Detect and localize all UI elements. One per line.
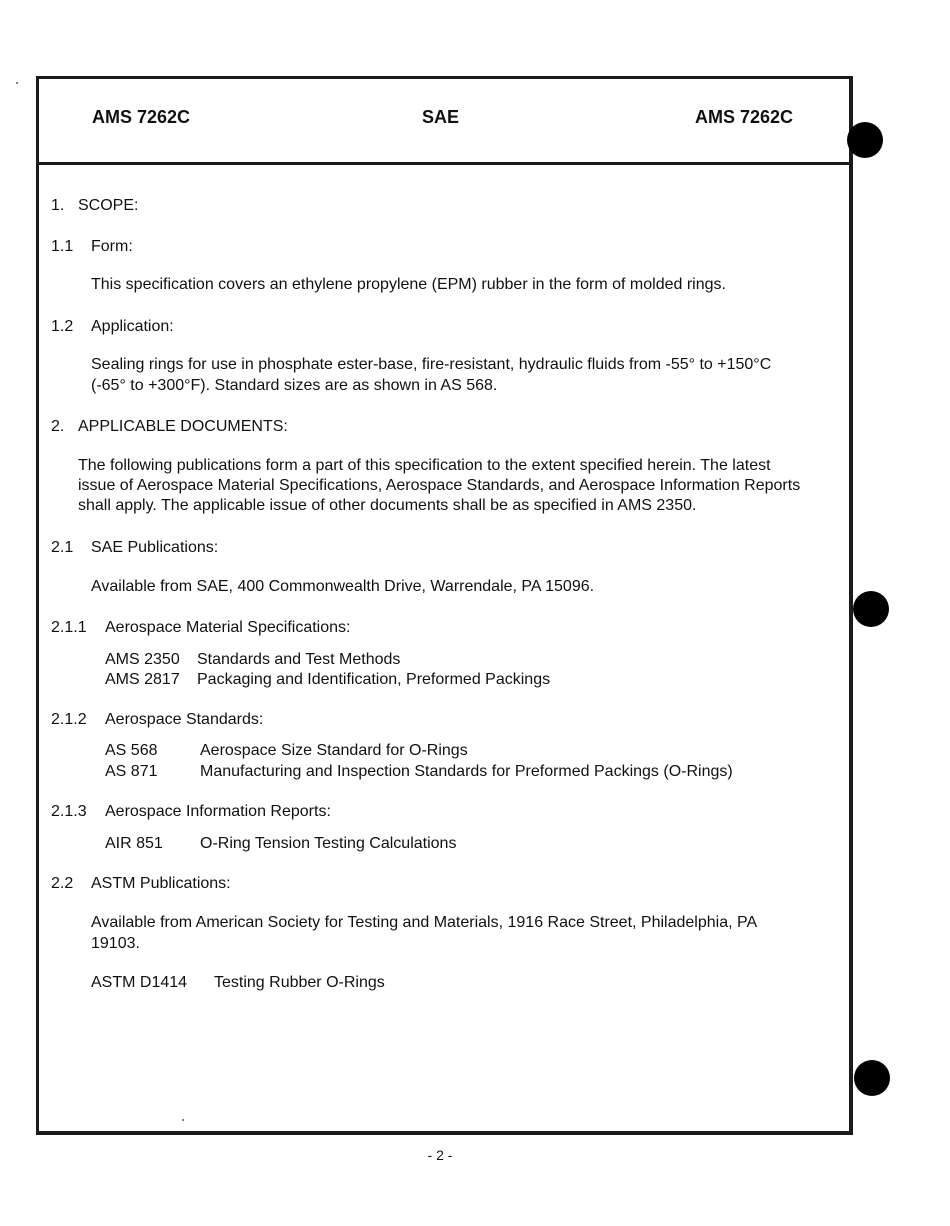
reference-code: ASTM D1414 — [91, 974, 188, 991]
document-header — [39, 79, 849, 165]
revision-marker-dot — [854, 1060, 890, 1096]
reference-code: AMS 2350 — [105, 651, 180, 668]
section-2-1-3-title: Aerospace Information Reports: — [105, 803, 331, 820]
section-2-2-body-line-1: Available from American Society for Testing and Materials, 1916 Race Street, Philadelphia, PA — [91, 914, 758, 931]
section-1-2-title: Application: — [91, 318, 174, 335]
revision-marker-dot — [853, 591, 889, 627]
reference-code: AMS 2817 — [105, 671, 180, 688]
section-2-body-line-1: The following publications form a part of this specification to the extent specified herein. The latest — [78, 457, 771, 474]
header-doc-id-right: AMS 7262C — [695, 107, 794, 127]
section-2-1-2-title: Aerospace Standards: — [105, 711, 264, 728]
section-2-number: 2. — [51, 418, 65, 435]
reference-title: Testing Rubber O-Rings — [214, 974, 385, 991]
reference-code: AIR 851 — [105, 835, 163, 852]
section-1-1-number: 1.1 — [51, 238, 74, 255]
reference-title: Manufacturing and Inspection Standards for Preformed Packings (O-Rings) — [200, 763, 733, 780]
section-2-1-3-number: 2.1.3 — [51, 803, 87, 820]
section-2-1-number: 2.1 — [51, 539, 74, 556]
reference-title: Aerospace Size Standard for O-Rings — [200, 742, 468, 759]
section-2-body-line-2: issue of Aerospace Material Specifications, Aerospace Standards, and Aerospace Information Reports — [78, 477, 801, 494]
section-1-number: 1. — [51, 197, 65, 214]
section-2-2-title: ASTM Publications: — [91, 875, 231, 892]
header-doc-id-left: AMS 7262C — [92, 107, 191, 127]
section-1-1-title: Form: — [91, 238, 133, 255]
section-1-2-body-line-1: Sealing rings for use in phosphate ester-base, fire-resistant, hydraulic fluids from -55° to +150°C — [91, 356, 772, 373]
reference-title: Standards and Test Methods — [197, 651, 401, 668]
scan-speck — [182, 1119, 184, 1121]
section-2-1-body: Available from SAE, 400 Commonwealth Drive, Warrendale, PA 15096. — [91, 578, 595, 595]
section-2-2-body-line-2: 19103. — [91, 935, 140, 952]
reference-code: AS 568 — [105, 742, 158, 759]
section-2-1-1-number: 2.1.1 — [51, 619, 87, 636]
section-2-1-2-number: 2.1.2 — [51, 711, 87, 728]
scan-speck — [16, 82, 18, 84]
section-1-1-body: This specification covers an ethylene propylene (EPM) rubber in the form of molded rings. — [91, 276, 726, 293]
page-number: - 2 - — [427, 1147, 453, 1163]
section-2-title: APPLICABLE DOCUMENTS: — [78, 418, 288, 435]
section-2-1-title: SAE Publications: — [91, 539, 219, 556]
section-2-body-line-3: shall apply. The applicable issue of other documents shall be as specified in AMS 2350. — [78, 497, 697, 514]
section-1-title: SCOPE: — [78, 197, 139, 214]
header-publisher: SAE — [422, 107, 460, 127]
section-2-1-1-title: Aerospace Material Specifications: — [105, 619, 351, 636]
section-1-2-number: 1.2 — [51, 318, 74, 335]
reference-title: Packaging and Identification, Preformed Packings — [197, 671, 551, 688]
section-2-2-number: 2.2 — [51, 875, 74, 892]
reference-title: O-Ring Tension Testing Calculations — [200, 835, 457, 852]
reference-code: AS 871 — [105, 763, 158, 780]
section-1-2-body-line-2: (-65° to +300°F). Standard sizes are as shown in AS 568. — [91, 377, 498, 394]
revision-marker-dot — [847, 122, 883, 158]
